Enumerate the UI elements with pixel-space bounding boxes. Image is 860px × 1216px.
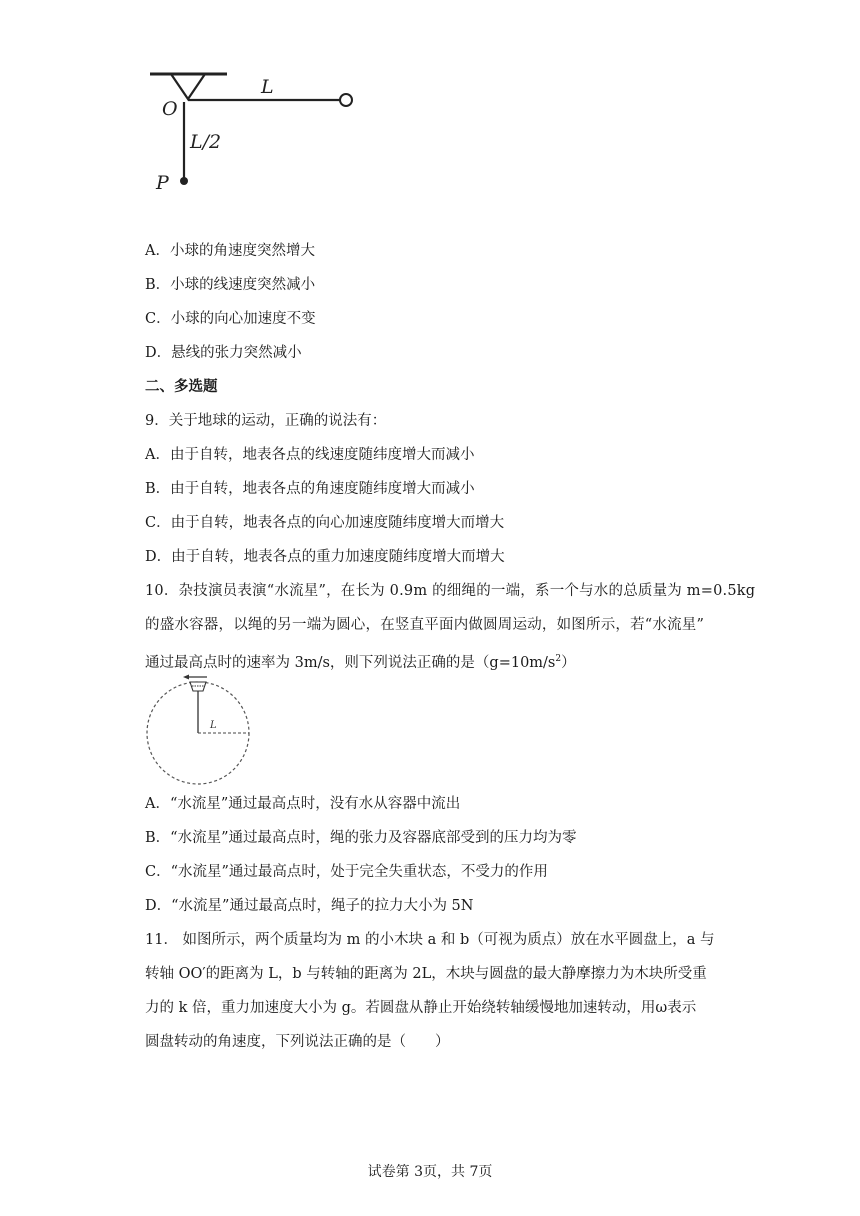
pendulum-figure bbox=[140, 66, 400, 196]
q10-option-c: C．“水流星”通过最高点时，处于完全失重状态，不受力的作用 bbox=[145, 864, 548, 880]
q9-stem: 9．关于地球的运动，正确的说法有： bbox=[145, 413, 387, 429]
q10-stem-line1: 10．杂技演员表演“水流星”，在长为 0.9m 的细绳的一端，系一个与水的总质量为 m=0.5kg bbox=[145, 583, 756, 599]
label-l-figure2: L bbox=[210, 720, 217, 731]
velocity-arrow-head bbox=[183, 675, 189, 680]
q10-stem-line3-text: 通过最高点时的速率为 3m/s，则下列说法正确的是（g=10m/s bbox=[145, 654, 556, 671]
q9-option-c: C．由于自转，地表各点的向心加速度随纬度增大而增大 bbox=[145, 515, 505, 531]
q10-option-d: D．“水流星”通过最高点时，绳子的拉力大小为 5N bbox=[145, 898, 474, 914]
q11-line1: 11． 如图所示，两个质量均为 m 的小木块 a 和 b（可视为质点）放在水平圆盘上，a 与 bbox=[145, 932, 715, 948]
q11-line3: 力的 k 倍，重力加速度大小为 g。若圆盘从静止开始绕转轴缓慢地加速转动，用ω表示 bbox=[145, 1000, 697, 1016]
water-meteor-figure bbox=[143, 672, 258, 787]
q11-line4: 圆盘转动的角速度，下列说法正确的是（ ） bbox=[145, 1034, 450, 1050]
q10-stem-line3 bbox=[145, 649, 576, 673]
q8-option-b: B．小球的线速度突然减小 bbox=[145, 277, 316, 293]
label-o: O bbox=[162, 98, 178, 120]
q10-stem-line3-sup: 2 bbox=[555, 654, 562, 664]
page-footer: 试卷第 3页，共 7页 bbox=[367, 1164, 493, 1180]
q8-option-a: A．小球的角速度突然增大 bbox=[145, 243, 315, 259]
q10-stem-line3-close: ） bbox=[561, 654, 576, 671]
q10-option-b: B．“水流星”通过最高点时，绳的张力及容器底部受到的压力均为零 bbox=[145, 830, 577, 846]
q9-option-b: B．由于自转，地表各点的角速度随纬度增大而减小 bbox=[145, 481, 475, 497]
q8-option-d: D．悬线的张力突然减小 bbox=[145, 345, 302, 361]
label-p: P bbox=[156, 172, 169, 194]
label-l-half: L/2 bbox=[190, 131, 222, 153]
q9-option-d: D．由于自转，地表各点的重力加速度随纬度增大而增大 bbox=[145, 549, 505, 565]
q9-option-a: A．由于自转，地表各点的线速度随纬度增大而减小 bbox=[145, 447, 475, 463]
q10-option-a: A．“水流星”通过最高点时，没有水从容器中流出 bbox=[145, 796, 461, 812]
q10-stem-line2: 的盛水容器，以绳的另一端为圆心，在竖直平面内做圆周运动，如图所示，若“水流星” bbox=[145, 617, 705, 633]
q11-line2: 转轴 OO′的距离为 L，b 与转轴的距离为 2L，木块与圆盘的最大静摩擦力为木块所受重 bbox=[145, 966, 707, 982]
ball bbox=[340, 94, 352, 106]
label-l: L bbox=[261, 76, 274, 98]
section-heading: 二、多选题 bbox=[145, 378, 218, 395]
nail-p bbox=[180, 177, 188, 185]
pivot-support bbox=[171, 74, 205, 99]
q8-option-c: C．小球的向心加速度不变 bbox=[145, 311, 316, 327]
